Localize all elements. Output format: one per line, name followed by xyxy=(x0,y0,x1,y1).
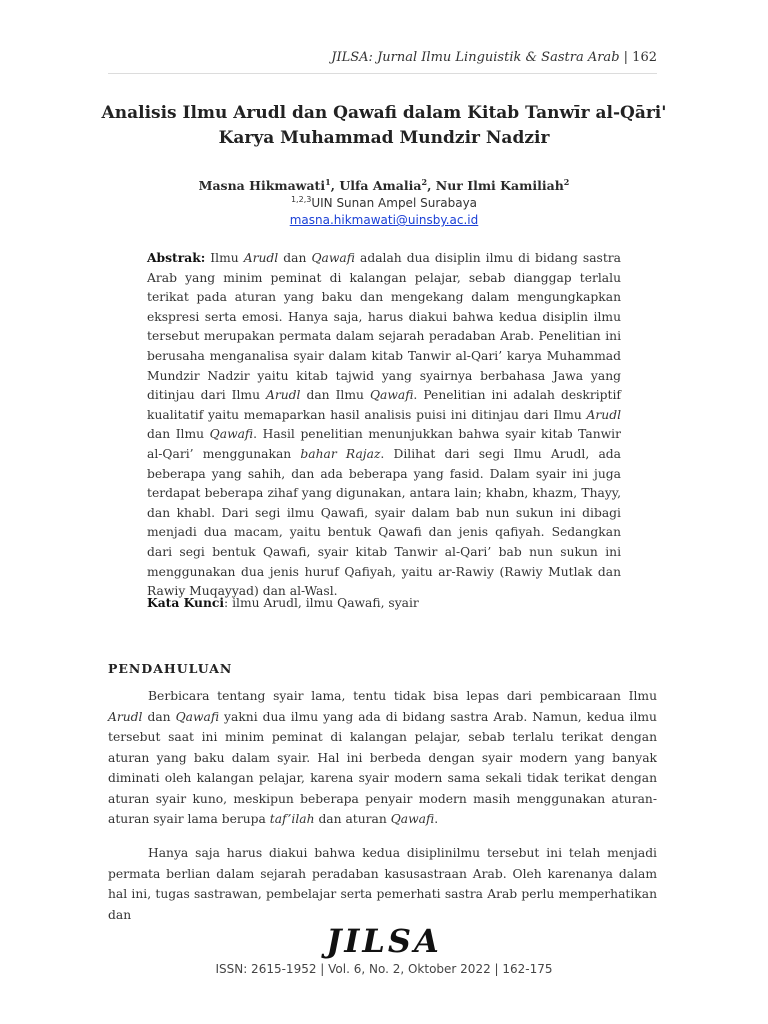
author-sep-1: , xyxy=(330,178,340,194)
paragraph-text: Berbicara tentang syair lama, tentu tidak bisa lepas dari pembicaraan Ilmu xyxy=(148,689,657,703)
running-header xyxy=(108,50,657,74)
abstract-text: . Hasil penelitian menunjukkan bahwa syair kitab Tanwir al-Qari’ menggunakan xyxy=(147,427,621,461)
abstract-term: Qawafi xyxy=(209,427,254,442)
section-heading: PENDAHULUAN xyxy=(108,661,233,676)
keywords-label: Kata Kunci xyxy=(147,595,225,610)
abstract-term: Qawafi xyxy=(369,388,414,403)
paragraph-term: Arudl xyxy=(108,709,143,724)
abstract-text: Ilmu xyxy=(205,251,244,265)
keywords-text: : ilmu Arudl, ilmu Qawafi, syair xyxy=(224,596,419,610)
author-email-link[interactable]: masna.hikmawati@uinsby.ac.id xyxy=(289,213,479,227)
affiliation-sup: 1,2,3 xyxy=(290,195,312,204)
paragraph-term: taf’ilah xyxy=(269,812,315,826)
abstract xyxy=(147,248,621,602)
author-3: Nur Ilmi Kamiliah xyxy=(435,178,564,194)
abstract-term: Arudl xyxy=(266,388,301,403)
email-row xyxy=(100,211,668,229)
paragraph-text: yakni dua ilmu yang ada di bidang sastra Arab. Namun, kedua ilmu tersebut saat ini minim peminat di kalangan pelajar, sebab terlalu terikat dengan aturan yang baku dalam syair. Hal ini berbeda dengan syair modern yang banyak diminati oleh kalangan pelajar, karena syair modern sama sekali tidak terikat dengan aturan syair kuno, meskipun beberapa penyair modern masih menggunakan aturan-aturan syair lama berupa xyxy=(108,709,657,826)
abstract-text: . Penelitian ini adalah deskriptif kualitatif yaitu memaparkan hasil analisis puisi ini ditinjau dari Ilmu xyxy=(147,388,621,422)
journal-name: JILSA: Jurnal Ilmu Linguistik & Sastra Arab xyxy=(331,50,620,65)
abstract-text: . Dilihat dari segi Ilmu Arudl, ada beberapa yang sahih, dan ada beberapa yang fasid. Dalam syair ini juga terdapat beberapa zihaf yang digunakan, antara lain; khabn, khazm, Thayy, dan khabl. Dari segi ilmu Qawafi, syair dalam bab nun sukun ini dibagi menjadi dua macam, yaitu bentuk Qawafi dan jenis qafiyah. Sedangkan dari segi bentuk Qawafi, syair kitab Tanwir al-Qari’ bab nun sukun ini menggunakan dua jenis huruf Qafiyah, yaitu ar-Rawiy (Rawiy Mutlak dan Rawiy Muqayyad) dan al-Wasl. xyxy=(147,446,621,599)
title-line-2: Karya Muhammad Mundzir Nadzir xyxy=(218,128,550,148)
header-separator: | xyxy=(619,50,633,65)
paragraph-text: dan aturan xyxy=(314,812,391,826)
author-2: Ulfa Amalia xyxy=(339,178,422,194)
title-line-1: Analisis Ilmu Arudl dan Qawafi dalam Kitab Tanwīr al-Qāri' xyxy=(101,103,667,123)
paragraph-term: Qawafi xyxy=(390,812,435,826)
abstract-text: dan xyxy=(278,251,312,265)
page-number: 162 xyxy=(632,50,657,65)
abstract-text: dan Ilmu xyxy=(300,388,370,403)
abstract-label: Abstrak: xyxy=(147,250,206,265)
abstract-text: dan Ilmu xyxy=(147,427,210,442)
paragraph-text: . xyxy=(434,812,439,826)
abstract-term: bahar Rajaz xyxy=(300,446,381,461)
abstract-term: Arudl xyxy=(243,251,279,265)
intro-paragraph-1 xyxy=(108,686,657,830)
paragraph-text: dan xyxy=(142,709,176,724)
author-2-sup: 2 xyxy=(421,177,428,187)
intro-paragraph-2: Hanya saja harus diakui bahwa kedua disiplinilmu tersebut ini telah menjadi permata berlian dalam sejarah peradaban kasusastraan Arab. Oleh karenanya dalam hal ini, tugas sastrawan, pembelajar serta pemerhati sastra Arab perlu memperhatikan dan xyxy=(108,846,657,922)
abstract-text: adalah dua disiplin ilmu di bidang sastra Arab yang minim peminat di kalangan pelajar, sebab dianggap terlalu terikat pada aturan yang baku dan mengekang dalam mengungkapkan ekspresi serta emosi. Hanya saja, harus diakui bahwa kedua disiplin ilmu tersebut merupakan permata dalam sejarah peradaban Arab. Penelitian ini berusaha menganalisa syair dalam kitab Tanwir al-Qari’ karya Muhammad Mundzir Nadzir yaitu kitab tajwid yang syairnya berbahasa Jawa yang ditinjau dari Ilmu xyxy=(147,251,621,403)
author-sep-2: , xyxy=(427,178,436,194)
issn-line: ISSN: 2615-1952 | Vol. 6, No. 2, Oktober 2022 | 162-175 xyxy=(215,962,553,976)
keywords xyxy=(147,593,621,613)
author-3-sup: 2 xyxy=(563,177,570,187)
author-1: Masna Hikmawati xyxy=(198,178,326,194)
abstract-term: Qawafi xyxy=(311,251,355,265)
paragraph-term: Qawafi xyxy=(175,709,220,724)
abstract-term: Arudl xyxy=(586,407,621,422)
journal-logo: JILSA xyxy=(326,922,442,960)
affiliation-name: UIN Sunan Ampel Surabaya xyxy=(311,196,478,210)
affiliation xyxy=(100,191,668,212)
article-title xyxy=(100,101,668,151)
author-1-sup: 1 xyxy=(325,177,331,187)
